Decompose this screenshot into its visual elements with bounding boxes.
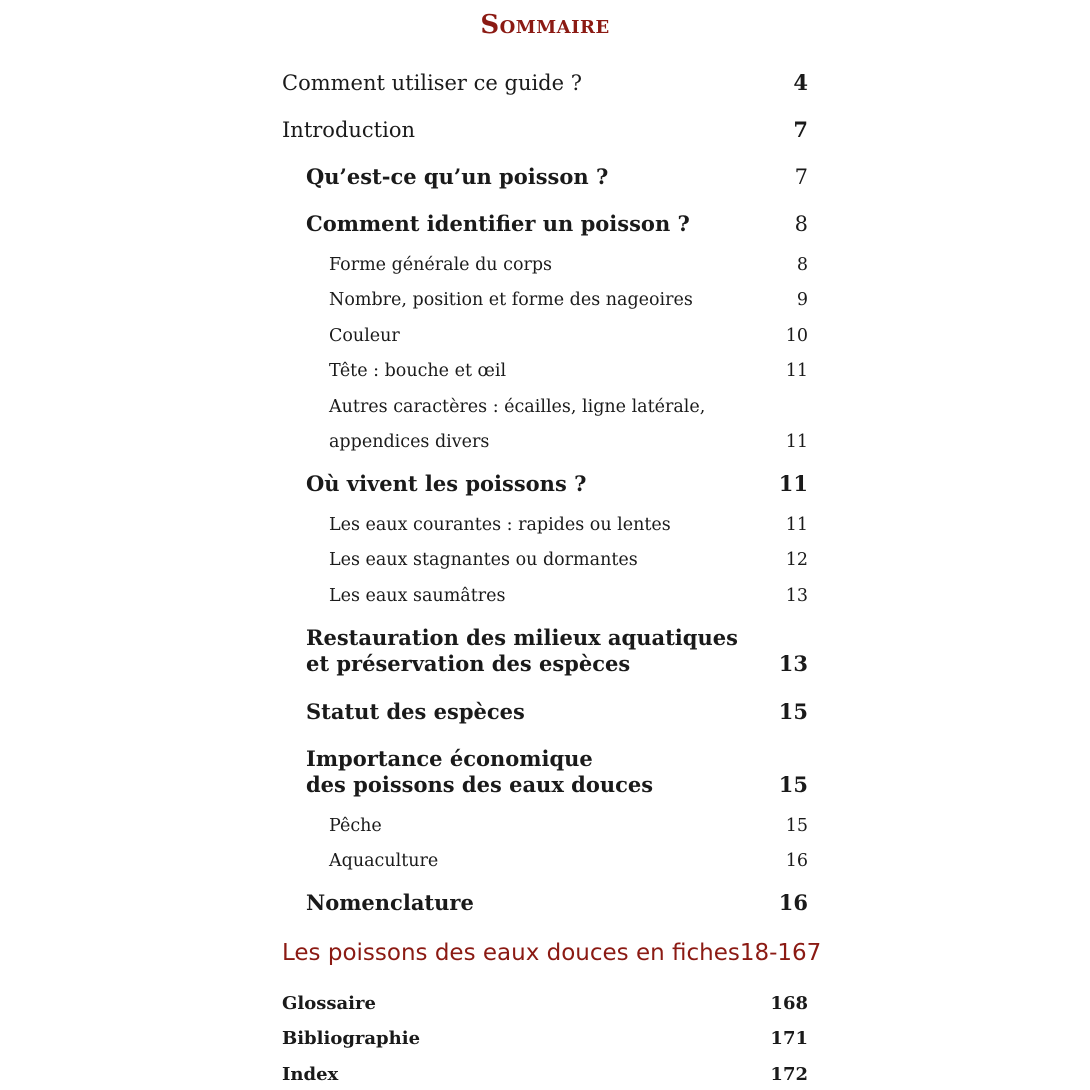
toc-entry-page: 4 [793, 70, 808, 95]
toc-entry-page: 11 [785, 515, 808, 535]
toc-entry[interactable] [329, 515, 808, 535]
toc-entry-label-continued: des poissons des eaux douces [306, 772, 654, 797]
toc-entry-label: Index [282, 1064, 339, 1085]
toc-entry-page: 9 [796, 290, 808, 310]
toc-entry-label-continued: et préservation des espèces [306, 651, 631, 676]
toc-entry-label-continued: appendices divers [329, 432, 490, 452]
toc-entry[interactable] [329, 851, 808, 871]
toc-entry[interactable] [306, 471, 808, 496]
toc-entry-line1[interactable] [329, 397, 808, 417]
toc-entry-page: 16 [785, 851, 808, 871]
toc-entry[interactable] [306, 699, 808, 724]
toc-entry-label: Autres caractères : écailles, ligne latérale, [329, 397, 706, 417]
toc-entry[interactable] [329, 255, 808, 275]
toc-entry-label: Introduction [282, 118, 415, 142]
toc-entry-label: Statut des espèces [306, 699, 525, 724]
toc-entry[interactable] [306, 164, 808, 189]
toc-entry-page: 11 [785, 432, 808, 452]
toc-entry-page: 11 [778, 471, 808, 496]
toc-entry-label: Bibliographie [282, 1028, 421, 1049]
toc-entry-page: 10 [785, 326, 808, 346]
toc-entry-label: Nomenclature [306, 890, 474, 915]
toc-entry-page: 15 [778, 772, 808, 797]
toc-entry-page: 168 [770, 993, 808, 1014]
toc-entry-label: Les eaux saumâtres [329, 586, 506, 606]
toc-entry-line1[interactable] [306, 625, 808, 650]
toc-entry-label: Aquaculture [329, 851, 439, 871]
toc-entry-page: 12 [785, 550, 808, 570]
toc-chapter-page: 18-167 [739, 940, 822, 966]
toc-chapter-label: Les poissons des eaux douces en fiches [282, 940, 740, 966]
toc-entry[interactable] [329, 550, 808, 570]
toc-entry[interactable] [306, 211, 808, 236]
toc-chapter-entry[interactable] [282, 940, 822, 966]
toc-entry[interactable] [282, 70, 808, 95]
toc-entry[interactable] [329, 326, 808, 346]
toc-entry-page: 171 [770, 1028, 808, 1049]
toc-entry[interactable] [329, 586, 808, 606]
toc-entry-label: Nombre, position et forme des nageoires [329, 290, 693, 310]
toc-entry-page: 11 [785, 361, 808, 381]
toc-entry[interactable] [282, 993, 808, 1014]
toc-entry-label: Tête : bouche et œil [329, 361, 507, 381]
toc-entry-page: 13 [778, 651, 808, 676]
toc-entry-label: Où vivent les poissons ? [306, 471, 587, 496]
toc-entry-label: Pêche [329, 816, 382, 836]
toc-entry-label: Comment identifier un poisson ? [306, 211, 690, 236]
toc-entry-page: 15 [778, 699, 808, 724]
toc-entry-label: Glossaire [282, 993, 376, 1014]
toc-entry-line2[interactable] [329, 432, 808, 452]
toc-entry[interactable] [329, 361, 808, 381]
toc-entry-label: Qu’est-ce qu’un poisson ? [306, 164, 609, 189]
toc-entry[interactable] [282, 1028, 808, 1049]
toc-entry-line2[interactable] [306, 772, 808, 797]
toc-entry-page: 8 [796, 255, 808, 275]
toc-entry-label: Les eaux courantes : rapides ou lentes [329, 515, 671, 535]
toc-entry-label: Couleur [329, 326, 400, 346]
toc-entry[interactable] [306, 890, 808, 915]
toc-entry-page: 8 [794, 212, 808, 236]
toc-entry[interactable] [282, 117, 808, 142]
toc-entry-label: Comment utiliser ce guide ? [282, 71, 582, 95]
toc-entry-label: Restauration des milieux aquatiques [306, 625, 738, 650]
toc-entry-page: 7 [793, 117, 808, 142]
toc-entry-page: 15 [785, 816, 808, 836]
toc-entry-line1[interactable] [306, 746, 808, 771]
toc-entry[interactable] [329, 816, 808, 836]
toc-entry[interactable] [329, 290, 808, 310]
toc-entry-label: Forme générale du corps [329, 255, 553, 275]
toc-entry-label: Les eaux stagnantes ou dormantes [329, 550, 638, 570]
toc-entry-page: 16 [778, 890, 808, 915]
toc-entry-page: 13 [785, 586, 808, 606]
toc-entry[interactable] [282, 1064, 808, 1085]
toc-entry-label: Importance économique [306, 746, 593, 771]
toc-entry-line2[interactable] [306, 651, 808, 676]
toc-entry-page: 7 [794, 165, 808, 189]
toc-entry-page: 172 [770, 1064, 808, 1085]
page-title: Sommaire [480, 10, 610, 40]
